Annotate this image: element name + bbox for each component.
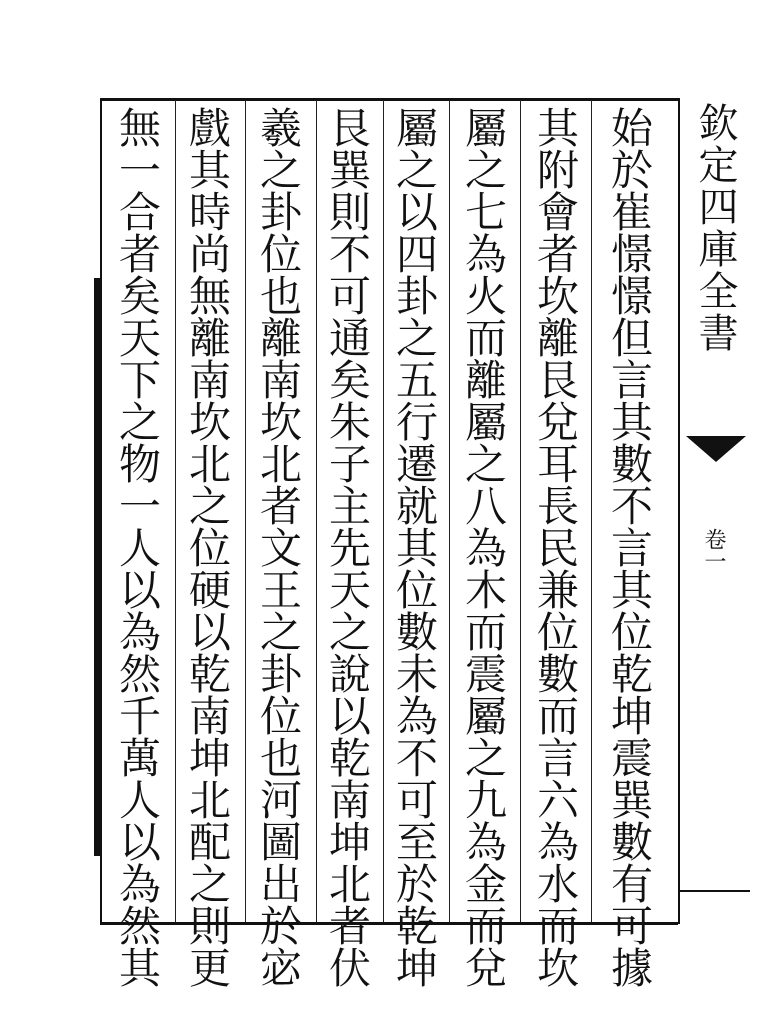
text-char: 據 — [610, 944, 653, 993]
text-char: 但 — [610, 314, 653, 363]
text-char: 於 — [395, 860, 438, 909]
column-rule — [591, 100, 592, 922]
text-char: 其 — [188, 146, 231, 195]
text-char: 子 — [328, 440, 371, 489]
column-rule — [316, 100, 317, 922]
text-char: 至 — [395, 818, 438, 867]
text-char: 一 — [118, 146, 161, 195]
frame-top-border — [100, 98, 680, 101]
text-column-5 — [322, 104, 378, 993]
text-char: 其 — [610, 566, 653, 615]
column-rule — [520, 100, 521, 922]
text-char: 坎 — [536, 944, 579, 993]
text-char: 不 — [610, 482, 653, 531]
text-char: 耳 — [536, 440, 579, 489]
text-char: 戲 — [188, 104, 231, 153]
text-char: 兌 — [536, 398, 579, 447]
text-char: 人 — [118, 524, 161, 573]
text-char: 天 — [328, 566, 371, 615]
text-char: 兌 — [464, 944, 507, 993]
text-column-2 — [530, 104, 586, 993]
text-char: 然 — [118, 902, 161, 951]
text-char: 文 — [259, 524, 302, 573]
text-char: 九 — [464, 776, 507, 825]
text-char: 屬 — [464, 104, 507, 153]
text-char: 羲 — [259, 104, 302, 153]
text-char: 然 — [118, 650, 161, 699]
text-char: 於 — [259, 902, 302, 951]
text-char: 乾 — [328, 734, 371, 783]
text-char: 通 — [328, 314, 371, 363]
text-char: 一 — [118, 482, 161, 531]
column-rule — [175, 100, 176, 922]
text-char: 巽 — [328, 146, 371, 195]
text-char: 屬 — [464, 692, 507, 741]
text-char: 為 — [118, 860, 161, 909]
text-char: 以 — [118, 818, 161, 867]
text-column-4 — [389, 104, 445, 993]
text-char: 者 — [118, 230, 161, 279]
fishtail-mark — [686, 436, 746, 462]
text-char: 有 — [610, 860, 653, 909]
text-char: 金 — [464, 860, 507, 909]
margin-rule — [680, 890, 750, 892]
text-char: 南 — [188, 692, 231, 741]
text-char: 北 — [188, 776, 231, 825]
text-char: 艮 — [328, 104, 371, 153]
text-char: 卦 — [259, 650, 302, 699]
text-char: 合 — [118, 188, 161, 237]
text-char: 時 — [188, 188, 231, 237]
text-char: 南 — [328, 776, 371, 825]
text-char: 宓 — [259, 944, 302, 993]
text-char: 也 — [259, 734, 302, 783]
text-char: 河 — [259, 776, 302, 825]
text-char: 就 — [395, 482, 438, 531]
text-char: 行 — [395, 398, 438, 447]
text-char: 之 — [395, 314, 438, 363]
text-char: 乾 — [395, 902, 438, 951]
text-char: 南 — [188, 356, 231, 405]
text-char: 北 — [259, 440, 302, 489]
text-char: 長 — [536, 482, 579, 531]
text-char: 則 — [328, 188, 371, 237]
text-char: 南 — [259, 356, 302, 405]
text-char: 坤 — [328, 818, 371, 867]
text-char: 始 — [610, 104, 653, 153]
text-char: 以 — [395, 188, 438, 237]
text-char: 位 — [188, 524, 231, 573]
text-char: 數 — [395, 608, 438, 657]
text-char: 主 — [328, 482, 371, 531]
text-char: 乾 — [610, 650, 653, 699]
text-char: 北 — [328, 860, 371, 909]
text-char: 說 — [328, 650, 371, 699]
text-char: 圖 — [259, 818, 302, 867]
text-char: 坤 — [188, 734, 231, 783]
text-char: 憬 — [610, 230, 653, 279]
text-char: 不 — [395, 734, 438, 783]
column-rule — [449, 100, 450, 922]
text-char: 人 — [118, 776, 161, 825]
text-char: 以 — [328, 692, 371, 741]
text-char: 其 — [610, 398, 653, 447]
text-char: 千 — [118, 692, 161, 741]
volume-label: 卷一 — [701, 528, 726, 572]
text-char: 未 — [395, 650, 438, 699]
text-column-7 — [182, 104, 238, 993]
text-char: 也 — [259, 272, 302, 321]
text-char: 離 — [464, 356, 507, 405]
text-char: 伏 — [328, 944, 371, 993]
text-char: 朱 — [328, 398, 371, 447]
text-char: 坤 — [610, 692, 653, 741]
text-char: 離 — [259, 314, 302, 363]
text-char: 無 — [188, 272, 231, 321]
text-char: 其 — [395, 524, 438, 573]
text-char: 先 — [328, 524, 371, 573]
text-char: 出 — [259, 860, 302, 909]
text-char: 可 — [395, 776, 438, 825]
text-char: 震 — [610, 734, 653, 783]
text-char: 者 — [259, 482, 302, 531]
text-char: 而 — [464, 608, 507, 657]
text-char: 矣 — [328, 356, 371, 405]
text-char: 坤 — [395, 944, 438, 993]
text-char: 則 — [188, 902, 231, 951]
text-char: 以 — [188, 608, 231, 657]
text-char: 者 — [328, 902, 371, 951]
text-char: 以 — [118, 566, 161, 615]
text-char: 言 — [610, 524, 653, 573]
text-char: 離 — [536, 314, 579, 363]
text-char: 配 — [188, 818, 231, 867]
page-margin-column — [680, 98, 750, 924]
text-char: 卦 — [259, 188, 302, 237]
text-char: 坎 — [536, 272, 579, 321]
text-char: 位 — [259, 692, 302, 741]
text-char: 之 — [464, 440, 507, 489]
text-char: 會 — [536, 188, 579, 237]
text-char: 尚 — [188, 230, 231, 279]
text-char: 附 — [536, 146, 579, 195]
text-char: 水 — [536, 860, 579, 909]
text-char: 硬 — [188, 566, 231, 615]
text-char: 矣 — [118, 272, 161, 321]
frame-bottom-border — [100, 922, 678, 925]
text-char: 為 — [464, 524, 507, 573]
book-title: 欽定四庫全書 — [692, 102, 738, 354]
text-char: 兼 — [536, 566, 579, 615]
text-char: 震 — [464, 650, 507, 699]
text-char: 崔 — [610, 188, 653, 237]
text-char: 之 — [395, 146, 438, 195]
text-char: 四 — [395, 230, 438, 279]
text-char: 為 — [464, 818, 507, 867]
text-char: 北 — [188, 440, 231, 489]
text-char: 萬 — [118, 734, 161, 783]
text-char: 位 — [536, 608, 579, 657]
text-char: 為 — [118, 608, 161, 657]
text-char: 言 — [536, 734, 579, 783]
text-char: 於 — [610, 146, 653, 195]
text-char: 八 — [464, 482, 507, 531]
text-char: 卦 — [395, 272, 438, 321]
text-char: 位 — [610, 608, 653, 657]
text-char: 五 — [395, 356, 438, 405]
text-char: 數 — [610, 818, 653, 867]
text-column-8 — [112, 104, 168, 993]
text-char: 下 — [118, 356, 161, 405]
text-char: 之 — [188, 482, 231, 531]
text-char: 者 — [536, 230, 579, 279]
text-char: 為 — [395, 692, 438, 741]
text-char: 坎 — [188, 398, 231, 447]
text-char: 天 — [118, 314, 161, 363]
text-char: 木 — [464, 566, 507, 615]
text-char: 為 — [464, 230, 507, 279]
text-char: 數 — [610, 440, 653, 489]
text-char: 之 — [464, 146, 507, 195]
text-char: 位 — [395, 566, 438, 615]
text-char: 其 — [118, 944, 161, 993]
text-char: 離 — [188, 314, 231, 363]
text-char: 六 — [536, 776, 579, 825]
text-char: 民 — [536, 524, 579, 573]
column-rule — [383, 100, 384, 922]
text-char: 坎 — [259, 398, 302, 447]
text-char: 屬 — [395, 104, 438, 153]
text-char: 無 — [118, 104, 161, 153]
text-char: 之 — [118, 398, 161, 447]
text-char: 七 — [464, 188, 507, 237]
text-char: 而 — [464, 902, 507, 951]
text-char: 更 — [188, 944, 231, 993]
text-char: 遷 — [395, 440, 438, 489]
text-char: 而 — [536, 902, 579, 951]
text-char: 可 — [328, 272, 371, 321]
text-char: 之 — [328, 608, 371, 657]
text-char: 艮 — [536, 356, 579, 405]
text-char: 為 — [536, 818, 579, 867]
text-column-3 — [458, 104, 514, 993]
text-char: 憬 — [610, 272, 653, 321]
text-char: 之 — [259, 608, 302, 657]
text-char: 而 — [536, 692, 579, 741]
text-char: 位 — [259, 230, 302, 279]
text-char: 言 — [610, 356, 653, 405]
text-char: 火 — [464, 272, 507, 321]
column-rule — [245, 100, 246, 922]
text-char: 巽 — [610, 776, 653, 825]
text-column-1 — [604, 104, 660, 993]
text-char: 屬 — [464, 398, 507, 447]
text-char: 不 — [328, 230, 371, 279]
text-char: 而 — [464, 314, 507, 363]
text-char: 王 — [259, 566, 302, 615]
text-char: 可 — [610, 902, 653, 951]
binding-edge-bar — [94, 278, 101, 856]
text-column-6 — [253, 104, 309, 993]
text-char: 其 — [536, 104, 579, 153]
text-char: 之 — [259, 146, 302, 195]
text-char: 物 — [118, 440, 161, 489]
text-char: 數 — [536, 650, 579, 699]
text-char: 之 — [188, 860, 231, 909]
text-char: 乾 — [188, 650, 231, 699]
text-char: 之 — [464, 734, 507, 783]
